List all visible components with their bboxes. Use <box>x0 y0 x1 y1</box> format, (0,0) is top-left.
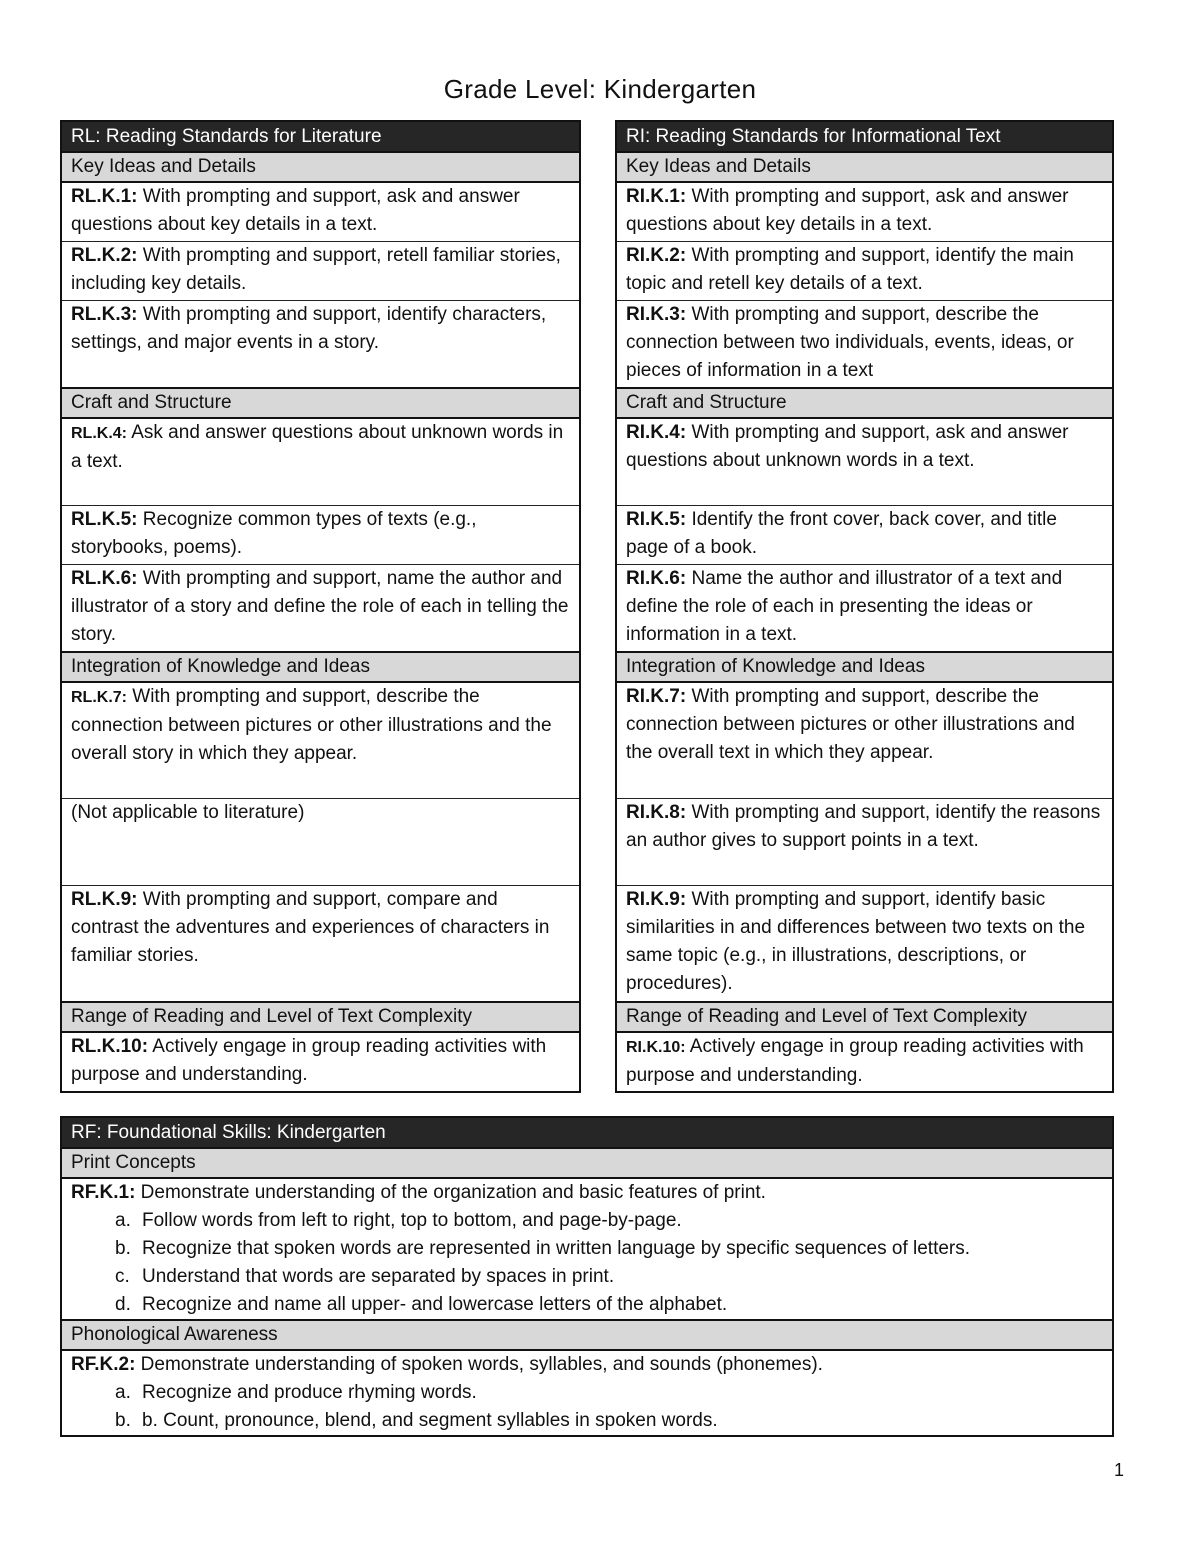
ri-header: RI: Reading Standards for Informational Text <box>616 121 1113 152</box>
list-item: b. b. Count, pronounce, blend, and segment syllables in spoken words. <box>115 1410 718 1431</box>
ri-section-key-ideas: Key Ideas and Details <box>616 152 1113 182</box>
ri-item-5: RI.K.5: Identify the front cover, back cover, and title page of a book. <box>616 506 1113 565</box>
rl-item-1: RL.K.1: With prompting and support, ask and answer questions about key details in a text. <box>61 182 580 242</box>
ri-item-4: RI.K.4: With prompting and support, ask and answer questions about unknown words in a text. <box>616 418 1113 506</box>
list-item: c. Understand that words are separated by spaces in print. <box>115 1266 615 1287</box>
ri-item-9: RI.K.9: With prompting and support, identify basic similarities in and differences between two texts on the same topic (e.g., in illustrations, descriptions, or procedures). <box>616 886 1113 1003</box>
ri-item-6: RI.K.6: Name the author and illustrator of a text and define the role of each in presenting the ideas or information in a text. <box>616 565 1113 653</box>
rf-section-print-concepts: Print Concepts <box>61 1148 1113 1178</box>
ri-item-7: RI.K.7: With prompting and support, describe the connection between pictures or other illustrations and the overall text in which they appear. <box>616 682 1113 799</box>
rl-section-range: Range of Reading and Level of Text Complexity <box>61 1002 580 1032</box>
list-item: d. Recognize and name all upper- and lowercase letters of the alphabet. <box>115 1294 728 1315</box>
rl-item-5: RL.K.5: Recognize common types of texts (e.g., storybooks, poems). <box>61 506 580 565</box>
list-item: a. Follow words from left to right, top to bottom, and page-by-page. <box>115 1210 682 1231</box>
rf-header: RF: Foundational Skills: Kindergarten <box>61 1117 1113 1148</box>
rf-item-2: RF.K.2: Demonstrate understanding of spoken words, syllables, and sounds (phonemes). a. Recognize and produce rhyming words. b. b. Count, pronounce, blend, and segment syllables in spoken words. <box>61 1350 1113 1436</box>
rl-item-3: RL.K.3: With prompting and support, identify characters, settings, and major events in a story. <box>61 301 580 389</box>
rl-section-craft: Craft and Structure <box>61 388 580 418</box>
rl-section-key-ideas: Key Ideas and Details <box>61 152 580 182</box>
list-item: a. Recognize and produce rhyming words. <box>115 1382 477 1403</box>
rl-header: RL: Reading Standards for Literature <box>61 121 580 152</box>
rf-item-1-sublist <box>71 1207 1103 1319</box>
ri-item-1: RI.K.1: With prompting and support, ask and answer questions about key details in a text. <box>616 182 1113 242</box>
page-title: Grade Level: Kindergarten <box>443 74 757 104</box>
ri-section-integration: Integration of Knowledge and Ideas <box>616 652 1113 682</box>
ri-item-3: RI.K.3: With prompting and support, describe the connection between two individuals, events, ideas, or pieces of information in a text <box>616 301 1113 389</box>
rl-item-2: RL.K.2: With prompting and support, retell familiar stories, including key details. <box>61 242 580 301</box>
rl-item-6: RL.K.6: With prompting and support, name the author and illustrator of a story and define the role of each in telling the story. <box>61 565 580 653</box>
rl-section-integration: Integration of Knowledge and Ideas <box>61 652 580 682</box>
rl-item-4: RL.K.4: Ask and answer questions about unknown words in a text. <box>61 418 580 506</box>
rl-item-8: (Not applicable to literature) <box>61 799 580 886</box>
ri-item-10: RI.K.10: Actively engage in group reading activities with purpose and understanding. <box>616 1032 1113 1092</box>
rl-item-9: RL.K.9: With prompting and support, compare and contrast the adventures and experiences of characters in familiar stories. <box>61 886 580 1003</box>
ri-item-8: RI.K.8: With prompting and support, identify the reasons an author gives to support points in a text. <box>616 799 1113 886</box>
rl-item-10: RL.K.10: Actively engage in group reading activities with purpose and understanding. <box>61 1032 580 1092</box>
rf-item-2-sublist <box>71 1379 1103 1435</box>
rf-item-1: RF.K.1: Demonstrate understanding of the organization and basic features of print. a. Follow words from left to right, top to bottom, and page-by-page. b. Recognize that spoken words are represented in written language by specific sequences of letters. c. Understand that words are separated by spaces in print. d. Recognize and name all upper- and lowercase letters of the alphabet. <box>61 1178 1113 1320</box>
rf-section-phonological: Phonological Awareness <box>61 1320 1113 1350</box>
list-item: b. Recognize that spoken words are represented in written language by specific sequences of letters. <box>115 1238 971 1259</box>
ri-section-craft: Craft and Structure <box>616 388 1113 418</box>
ri-standards-table <box>615 120 1114 1093</box>
ri-item-2: RI.K.2: With prompting and support, identify the main topic and retell key details of a text. <box>616 242 1113 301</box>
ri-section-range: Range of Reading and Level of Text Complexity <box>616 1002 1113 1032</box>
rl-standards-table <box>60 120 581 1093</box>
rf-standards-table <box>60 1116 1114 1437</box>
page-number: 1 <box>1114 1460 1125 1480</box>
rl-item-7: RL.K.7: With prompting and support, describe the connection between pictures or other illustrations and the overall story in which they appear. <box>61 682 580 799</box>
